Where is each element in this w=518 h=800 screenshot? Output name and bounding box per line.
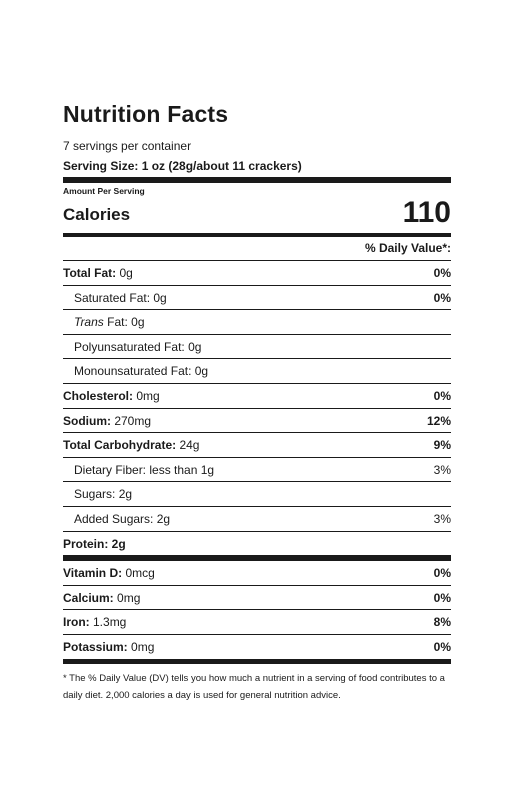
vitamin-name: Calcium: xyxy=(63,590,114,605)
vitamin-name: Iron: xyxy=(63,615,90,630)
nutrient-dv: 0% xyxy=(433,266,451,280)
nutrient-row-added-sugars xyxy=(63,507,451,532)
nutrient-dv: 3% xyxy=(433,511,451,526)
vitamin-row-iron xyxy=(63,610,451,635)
nutrient-row-sugars xyxy=(63,482,451,507)
vitamin-amount: 1.3mg xyxy=(89,615,127,630)
nutrient-row-saturated-fat xyxy=(63,286,451,311)
nutrient-row-polyunsaturated-fat xyxy=(63,335,451,360)
amount-per-serving: Amount Per Serving xyxy=(63,186,145,196)
vitamin-dv: 8% xyxy=(433,615,451,630)
vitamin-row-vitamin-d xyxy=(63,561,451,586)
nutrient-name: Cholesterol: xyxy=(63,388,134,403)
nutrient-amount: 0g xyxy=(184,339,202,354)
nutrient-amount: 24g xyxy=(176,438,200,453)
nutrient-row-dietary-fiber xyxy=(63,458,451,483)
nutrient-name: Sugars: xyxy=(74,487,116,502)
nutrient-name: Sodium: xyxy=(63,413,111,428)
vitamin-amount: 0mcg xyxy=(122,566,155,581)
vitamin-dv: 0% xyxy=(433,566,451,581)
nutrient-row-sodium xyxy=(63,409,451,434)
divider-thick xyxy=(63,177,451,183)
nutrient-amount: 0g xyxy=(116,266,133,280)
nutrient-dv: 12% xyxy=(426,413,451,428)
daily-value-header: % Daily Value*: xyxy=(63,237,451,261)
divider-medium xyxy=(63,660,451,664)
nutrient-row-trans-fat xyxy=(63,310,451,335)
vitamin-dv: 0% xyxy=(433,590,451,605)
nutrient-amount: 2g xyxy=(115,487,133,502)
nutrient-amount: 2g xyxy=(153,511,171,526)
nutrition-label xyxy=(63,98,451,704)
calories-label: Calories xyxy=(63,205,131,224)
vitamin-name: Vitamin D: xyxy=(63,566,123,581)
calories-value: 110 xyxy=(402,196,451,229)
nutrient-amount: 0g xyxy=(150,290,167,305)
vitamin-amount: 0mg xyxy=(113,590,141,605)
nutrient-row-monounsaturated-fat xyxy=(63,359,451,384)
nutrient-amount: less than 1g xyxy=(146,462,215,477)
servings-per-container: 7 servings per container xyxy=(63,139,192,153)
nutrient-row-cholesterol xyxy=(63,384,451,409)
nutrient-name: Added Sugars: xyxy=(74,511,154,526)
vitamin-dv: 0% xyxy=(433,639,451,654)
vitamin-name: Potassium: xyxy=(63,639,128,654)
nutrient-row-protein xyxy=(63,532,451,556)
label-title: Nutrition Facts xyxy=(63,101,229,127)
nutrient-amount: 2g xyxy=(108,536,126,551)
nutrient-dv: 3% xyxy=(433,462,451,477)
nutrient-name: Fat: xyxy=(103,315,128,330)
nutrient-dv: 9% xyxy=(433,438,451,453)
serving-size: Serving Size: 1 oz (28g/about 11 crackers) xyxy=(63,159,302,173)
nutrient-row-total-fat xyxy=(63,261,451,286)
vitamin-row-calcium xyxy=(63,586,451,611)
nutrient-name: Total Fat: xyxy=(63,266,117,280)
nutrient-amount: 0g xyxy=(191,364,209,379)
nutrient-dv: 0% xyxy=(433,388,451,403)
nutrient-name: Total Carbohydrate: xyxy=(63,438,177,453)
nutrient-amount: 0g xyxy=(127,315,145,330)
nutrient-name: Saturated Fat: xyxy=(74,290,151,305)
nutrient-name: Dietary Fiber: xyxy=(74,462,147,477)
nutrient-name: Monounsaturated Fat: xyxy=(74,364,192,379)
nutrient-amount: 270mg xyxy=(111,413,152,428)
nutrient-name: Polyunsaturated Fat: xyxy=(74,339,185,354)
vitamin-row-potassium xyxy=(63,635,451,660)
nutrient-name: Protein: xyxy=(63,536,109,551)
nutrient-row-total-carbohydrate xyxy=(63,433,451,458)
daily-value-footnote: * The % Daily Value (DV) tells you how much a nutrient in a serving of food contributes to a daily diet. 2,000 calories a day is used for general nutrition advice. xyxy=(63,672,445,701)
vitamin-amount: 0mg xyxy=(127,639,155,654)
calories-row xyxy=(63,197,451,229)
nutrient-dv: 0% xyxy=(433,290,451,305)
nutrient-name-italic: Trans xyxy=(74,315,104,330)
nutrient-amount: 0mg xyxy=(133,388,160,403)
